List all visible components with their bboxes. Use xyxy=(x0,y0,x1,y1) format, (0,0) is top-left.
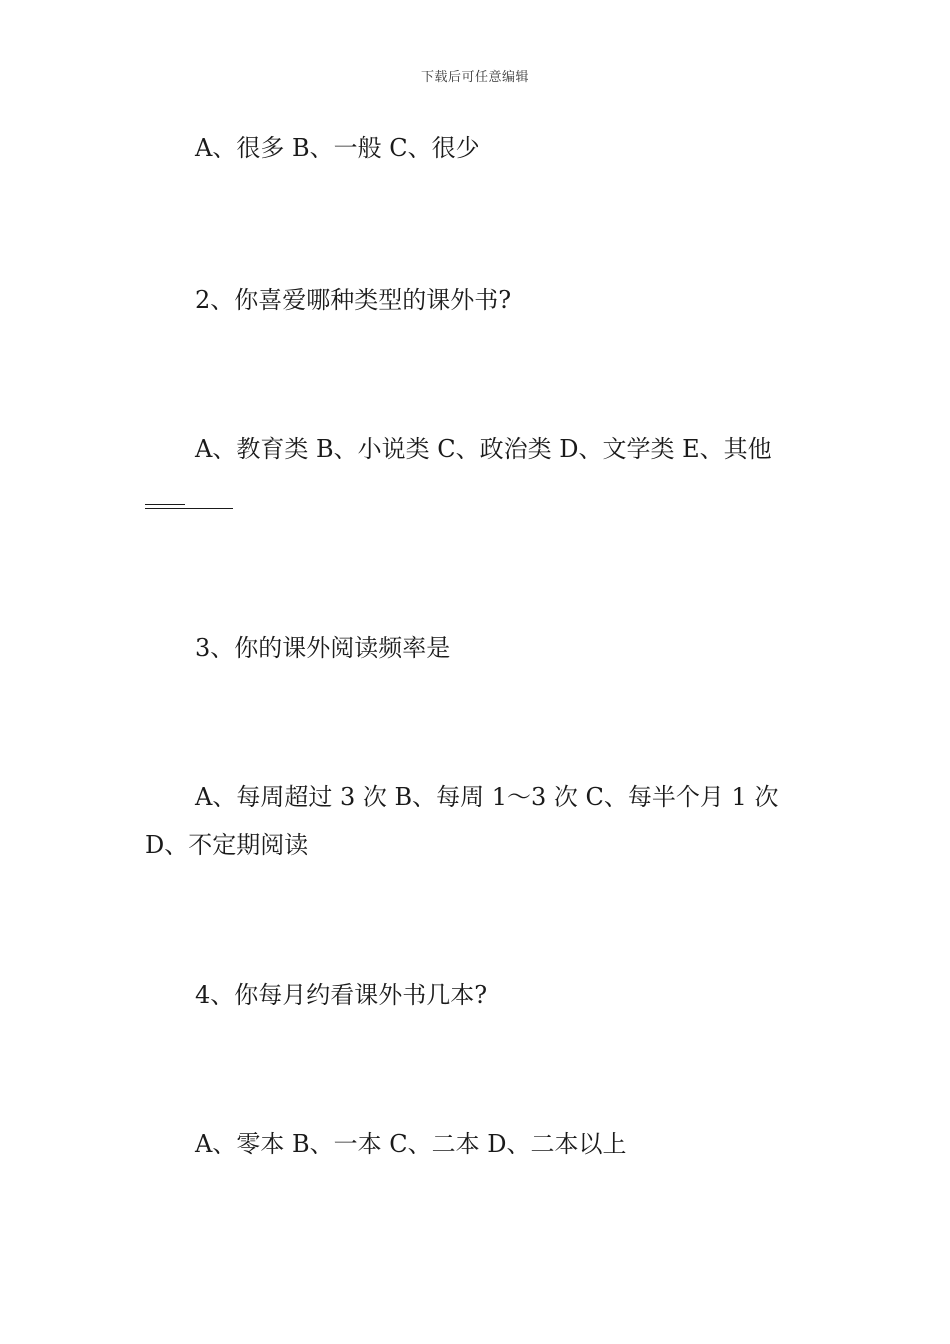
answer-options-q2 xyxy=(145,425,805,521)
question-3: 3、你的课外阅读频率是 xyxy=(195,634,451,662)
answer-options-q4: A、零本 B、一本 C、二本 D、二本以上 xyxy=(195,1130,627,1158)
question-4: 4、你每月约看课外书几本? xyxy=(195,981,488,1009)
fill-in-blank-line-continued xyxy=(145,508,233,509)
fill-in-blank-line xyxy=(145,474,185,505)
answer-options-q1: A、很多 B、一般 C、很少 xyxy=(195,134,480,162)
answer-options-q2-text: A、教育类 B、小说类 C、政治类 D、文学类 E、其他 xyxy=(195,435,772,463)
answer-options-q3: A、每周超过 3 次 B、每周 1～3 次 C、每半个月 1 次 D、不定期阅读 xyxy=(145,783,779,859)
question-2: 2、你喜爱哪种类型的课外书? xyxy=(195,286,512,314)
page-header-note: 下载后可任意编辑 xyxy=(420,70,529,85)
